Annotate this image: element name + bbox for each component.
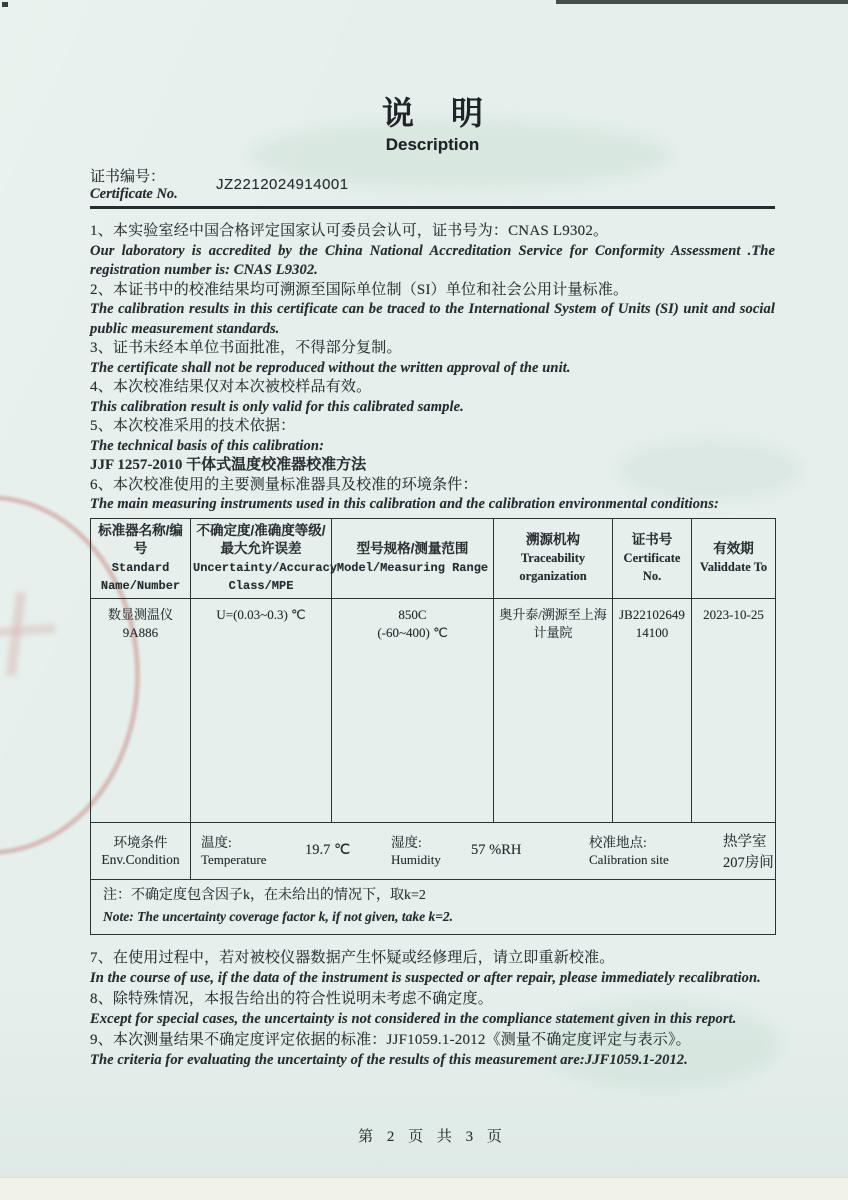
header-model-range <box>332 518 494 598</box>
header-standard-name-en: Standard Name/Number <box>100 560 181 593</box>
environment-values-cell <box>191 822 776 879</box>
header-certificate-no-cn: 证书号 <box>631 532 673 547</box>
clause-1 <box>90 222 775 281</box>
instrument-number: 9A886 <box>122 624 159 640</box>
clause-7 <box>90 948 775 989</box>
clause-5-cn: 5、本次校准采用的技术依据： <box>90 418 296 434</box>
instrument-certificate-no-cell <box>613 598 692 822</box>
instrument-organization-cell <box>494 598 613 822</box>
instrument-range: (-60~400) ℃ <box>377 624 448 640</box>
calibration-site-value: 热学室207房间 <box>723 833 774 871</box>
header-uncertainty <box>191 518 338 598</box>
environment-label-cell <box>91 822 191 879</box>
humidity-value: 57 %RH <box>471 842 522 858</box>
environment-label-en: Env.Condition <box>101 851 180 867</box>
clause-2 <box>90 281 775 340</box>
header-model-range-en: Model/Measuring Range <box>336 560 489 575</box>
clauses-after-table <box>90 948 775 1071</box>
clause-5-en: The technical basis of this calibration: <box>90 437 324 454</box>
environment-values <box>191 823 775 879</box>
instrument-valid-to-cell <box>692 598 776 822</box>
clause-6 <box>90 476 775 515</box>
header-uncertainty-cn: 不确定度/准确度等级/最大允许误差 <box>196 522 326 556</box>
calibration-site-label <box>589 834 723 868</box>
humidity-label <box>391 834 471 868</box>
instrument-name: 数显测温仪 <box>107 606 173 622</box>
instrument-certificate-no: JB2210264914100 <box>619 606 685 640</box>
header-valid-to-cn: 有效期 <box>713 541 754 556</box>
environment-label-cn: 环境条件 <box>113 834 168 850</box>
instrument-model: 850C <box>398 606 427 622</box>
temperature-label <box>201 834 305 868</box>
header-divider <box>90 206 775 209</box>
scan-edge-artifact <box>556 0 848 4</box>
header-valid-to <box>692 518 776 598</box>
table-note-row <box>91 879 776 934</box>
scan-corner-mark <box>2 2 8 7</box>
page-title: 说 明 <box>382 95 497 131</box>
clause-4 <box>90 378 775 417</box>
header-model-range-cn: 型号规格/测量范围 <box>356 540 469 556</box>
header-standard-name <box>91 518 191 598</box>
scanner-bed-strip <box>0 1177 848 1200</box>
header-standard-name-cn: 标准器名称/编号 <box>98 522 183 556</box>
clause-6-cn: 6、本次校准使用的主要测量标准器具及校准的环境条件： <box>90 476 478 493</box>
table-header-row <box>91 518 776 598</box>
clause-7-cn: 7、在使用过程中，若对被校仪器数据产生怀疑或经修理后，请立即重新校准。 <box>90 949 615 966</box>
clause-1-en: Our laboratory is accredited by the China National Accreditation Service for Conformity Assessment .The registration number is: CNAS L9302. <box>90 242 775 278</box>
table-note-cell <box>91 879 776 934</box>
clause-4-en: This calibration result is only valid for this calibrated sample. <box>90 398 464 415</box>
clause-2-cn: 2、本证书中的校准结果均可溯源至国际单位制（SI）单位和社会公用计量标准。 <box>90 281 629 298</box>
certificate-number-block <box>90 165 775 203</box>
header-traceability <box>494 518 613 598</box>
clauses-before-table <box>90 222 775 515</box>
certificate-number-value: JZ2212024914001 <box>216 175 349 193</box>
calibration-site-label-en: Calibration site <box>589 851 669 867</box>
clause-3-cn: 3、证书未经本单位书面批准，不得部分复制。 <box>90 340 402 356</box>
instrument-valid-to: 2023-10-25 <box>703 606 764 622</box>
temperature-label-cn: 温度: <box>201 834 232 850</box>
instrument-uncertainty: U=(0.03~0.3) ℃ <box>216 606 306 622</box>
header-traceability-cn: 溯源机构 <box>526 532 580 547</box>
table-note-en: Note: The uncertainty coverage factor k, if not given, take k=2. <box>103 908 454 924</box>
clause-8 <box>90 989 775 1030</box>
clause-1-cn: 1、本实验室经中国合格评定国家认可委员会认可，证书号为：CNAS L9302。 <box>90 223 609 239</box>
temperature-value: 19.7 ℃ <box>305 842 351 858</box>
temperature-label-en: Temperature <box>201 851 267 867</box>
clause-9 <box>90 1030 775 1071</box>
clause-9-cn: 9、本次测量结果不确定度评定依据的标准：JJF1059.1-2012《测量不确定度评定与表示》。 <box>90 1031 691 1048</box>
header-certificate-no <box>613 518 692 598</box>
clause-6-en: The main measuring instruments used in this calibration and the calibration environmental conditions: <box>90 496 719 512</box>
certificate-no-label-cn: 证书编号： <box>90 169 166 185</box>
measuring-standards-table <box>90 518 776 935</box>
instrument-organization: 奥升泰/溯源至上海计量院 <box>499 606 607 640</box>
table-note-cn: 注：不确定度包含因子k，在未给出的情况下，取k=2 <box>103 887 426 903</box>
clause-4-cn: 4、本次校准结果仅对本次被校样品有效。 <box>90 379 372 395</box>
certificate-number-labels <box>90 165 202 203</box>
clause-5 <box>90 417 775 476</box>
instrument-model-cell <box>332 598 494 822</box>
calibration-site-label-cn: 校准地点: <box>589 834 647 850</box>
header-uncertainty-en: Uncertainty/Accuracy Class/MPE <box>193 560 338 593</box>
page-subtitle: Description <box>385 135 480 154</box>
humidity-label-cn: 湿度: <box>391 834 422 850</box>
technical-basis-standard: JJF 1257-2010 干体式温度校准器校准方法 <box>90 457 367 473</box>
instrument-uncertainty-cell <box>191 598 332 822</box>
instrument-data-row <box>91 598 776 822</box>
clause-3 <box>90 339 775 378</box>
clause-9-en: The criteria for evaluating the uncertainty of the results of this measurement are:JJF1059.1-2012. <box>90 1052 688 1068</box>
environment-row <box>91 822 776 879</box>
document-content <box>0 88 848 1146</box>
humidity-label-en: Humidity <box>391 851 441 867</box>
clause-8-en: Except for special cases, the uncertainty is not considered in the compliance statement given in this report. <box>90 1011 737 1027</box>
clause-7-en: In the course of use, if the data of the instrument is suspected or after repair, please immediately recalibration. <box>90 970 761 986</box>
clause-2-en: The calibration results in this certificate can be traced to the International System of Units (SI) unit and social public measurement standards. <box>90 301 775 337</box>
header-traceability-en: Traceability organization <box>519 551 587 583</box>
clause-3-en: The certificate shall not be reproduced without the written approval of the unit. <box>90 359 571 376</box>
certificate-no-label-en: Certificate No. <box>90 186 178 202</box>
header-certificate-no-en: Certificate No. <box>623 551 681 583</box>
header-valid-to-en: Validdate To <box>699 560 768 574</box>
page-number-footer: 第 2 页 共 3 页 <box>358 1128 507 1145</box>
instrument-name-cell <box>91 598 191 822</box>
clause-8-cn: 8、除特殊情况，本报告给出的符合性说明未考虑不确定度。 <box>90 990 493 1007</box>
